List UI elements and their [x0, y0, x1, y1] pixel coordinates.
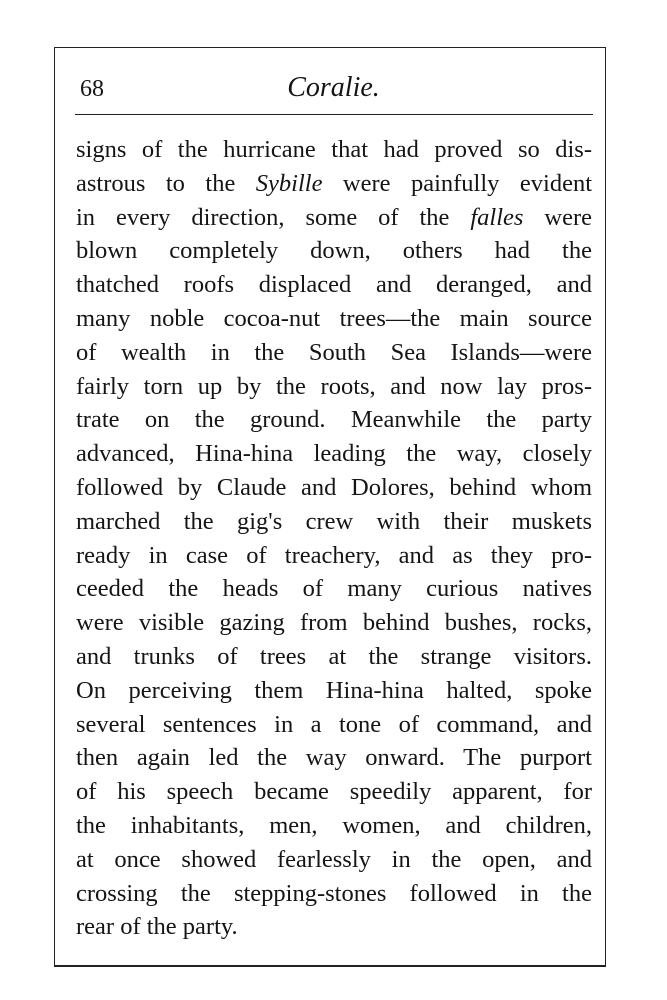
- text-segment: were: [523, 203, 592, 231]
- text-line: [76, 167, 592, 201]
- text-segment: several sentences in a tone of command, and: [76, 710, 592, 738]
- text-segment: were visible gazing from behind bushes, rocks,: [76, 609, 592, 637]
- text-line: [76, 234, 592, 268]
- text-segment: were painfully evident: [322, 169, 592, 197]
- text-line: [76, 268, 592, 302]
- text-line: [76, 674, 592, 708]
- text-line: [76, 471, 592, 505]
- header-rule: [75, 114, 593, 115]
- text-segment: ceeded the heads of many curious natives: [76, 575, 592, 603]
- text-segment: crossing the stepping-stones followed in the: [76, 879, 592, 907]
- text-line: [76, 539, 592, 573]
- body-text: [76, 133, 592, 944]
- text-segment: the inhabitants, men, women, and children,: [76, 811, 592, 839]
- text-line: [76, 910, 592, 944]
- text-segment: in every direction, some of the: [76, 203, 471, 231]
- italic-text: falles: [470, 203, 524, 231]
- text-line: [76, 606, 592, 640]
- text-line: [76, 877, 592, 911]
- text-line: [76, 403, 592, 437]
- text-segment: astrous to the: [76, 169, 256, 197]
- text-line: [76, 572, 592, 606]
- text-segment: trate on the ground. Meanwhile the party: [76, 406, 592, 434]
- text-segment: of his speech became speedily apparent, for: [76, 778, 592, 806]
- text-line: [76, 775, 592, 809]
- text-segment: thatched roofs displaced and deranged, and: [76, 271, 592, 299]
- text-segment: marched the gig's crew with their muskets: [76, 507, 592, 535]
- running-title: Coralie.: [287, 72, 380, 103]
- text-segment: rear of the party.: [76, 913, 238, 941]
- text-line: [76, 708, 592, 742]
- text-segment: signs of the hurricane that had proved so dis-: [76, 136, 592, 163]
- text-line: [76, 302, 592, 336]
- text-line: [76, 201, 592, 235]
- text-line: [76, 336, 592, 370]
- text-segment: of wealth in the South Sea Islands—were: [76, 338, 592, 366]
- text-line: [76, 370, 592, 404]
- text-segment: advanced, Hina-hina leading the way, closely: [76, 440, 592, 468]
- text-line: [76, 741, 592, 775]
- text-line: [76, 133, 592, 167]
- text-segment: followed by Claude and Dolores, behind whom: [76, 473, 592, 501]
- text-segment: then again led the way onward. The purport: [76, 744, 592, 772]
- page-number: 68: [80, 76, 104, 102]
- italic-text: Sybille: [255, 169, 323, 197]
- text-segment: blown completely down, others had the: [76, 237, 592, 265]
- text-segment: fairly torn up by the roots, and now lay pros-: [76, 372, 592, 400]
- text-segment: at once showed fearlessly in the open, and: [76, 845, 592, 873]
- text-segment: and trunks of trees at the strange visitors.: [76, 642, 592, 670]
- text-line: [76, 505, 592, 539]
- text-segment: ready in case of treachery, and as they pro-: [76, 541, 592, 569]
- text-line: [76, 640, 592, 674]
- text-line: [76, 437, 592, 471]
- text-segment: many noble cocoa-nut trees—the main source: [76, 304, 592, 332]
- text-line: [76, 843, 592, 877]
- text-line: [76, 809, 592, 843]
- text-segment: On perceiving them Hina-hina halted, spoke: [76, 676, 592, 704]
